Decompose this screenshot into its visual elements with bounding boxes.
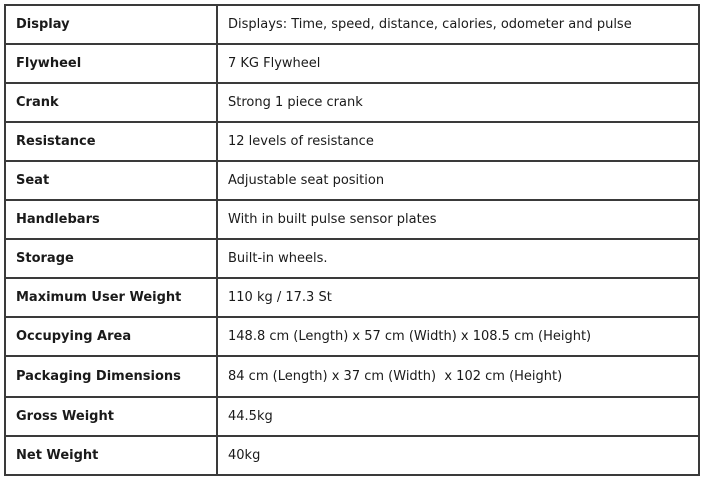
spec-value: Strong 1 piece crank bbox=[217, 83, 699, 122]
spec-label: Packaging Dimensions bbox=[5, 356, 217, 397]
table-row bbox=[5, 356, 699, 397]
spec-value: With in built pulse sensor plates bbox=[217, 200, 699, 239]
table-row bbox=[5, 278, 699, 317]
specifications-body bbox=[5, 5, 699, 475]
table-row bbox=[5, 397, 699, 436]
spec-value: 110 kg / 17.3 St bbox=[217, 278, 699, 317]
spec-value: 84 cm (Length) x 37 cm (Width) x 102 cm (Height) bbox=[217, 356, 699, 397]
spec-label: Crank bbox=[5, 83, 217, 122]
spec-value: 148.8 cm (Length) x 57 cm (Width) x 108.5 cm (Height) bbox=[217, 317, 699, 356]
table-row bbox=[5, 122, 699, 161]
table-row bbox=[5, 44, 699, 83]
table-row bbox=[5, 317, 699, 356]
spec-label: Flywheel bbox=[5, 44, 217, 83]
table-row bbox=[5, 83, 699, 122]
spec-label: Handlebars bbox=[5, 200, 217, 239]
spec-value: 40kg bbox=[217, 436, 699, 475]
specifications-table bbox=[4, 4, 700, 476]
spec-label: Resistance bbox=[5, 122, 217, 161]
spec-label: Seat bbox=[5, 161, 217, 200]
spec-value: 44.5kg bbox=[217, 397, 699, 436]
spec-value: Built-in wheels. bbox=[217, 239, 699, 278]
table-row bbox=[5, 200, 699, 239]
spec-label: Gross Weight bbox=[5, 397, 217, 436]
spec-label: Net Weight bbox=[5, 436, 217, 475]
spec-label: Display bbox=[5, 5, 217, 44]
table-row bbox=[5, 436, 699, 475]
spec-value: Adjustable seat position bbox=[217, 161, 699, 200]
spec-value: Displays: Time, speed, distance, calories, odometer and pulse bbox=[217, 5, 699, 44]
table-row bbox=[5, 239, 699, 278]
spec-value: 7 KG Flywheel bbox=[217, 44, 699, 83]
table-row bbox=[5, 161, 699, 200]
spec-value: 12 levels of resistance bbox=[217, 122, 699, 161]
spec-label: Occupying Area bbox=[5, 317, 217, 356]
table-row bbox=[5, 5, 699, 44]
spec-label: Maximum User Weight bbox=[5, 278, 217, 317]
spec-label: Storage bbox=[5, 239, 217, 278]
